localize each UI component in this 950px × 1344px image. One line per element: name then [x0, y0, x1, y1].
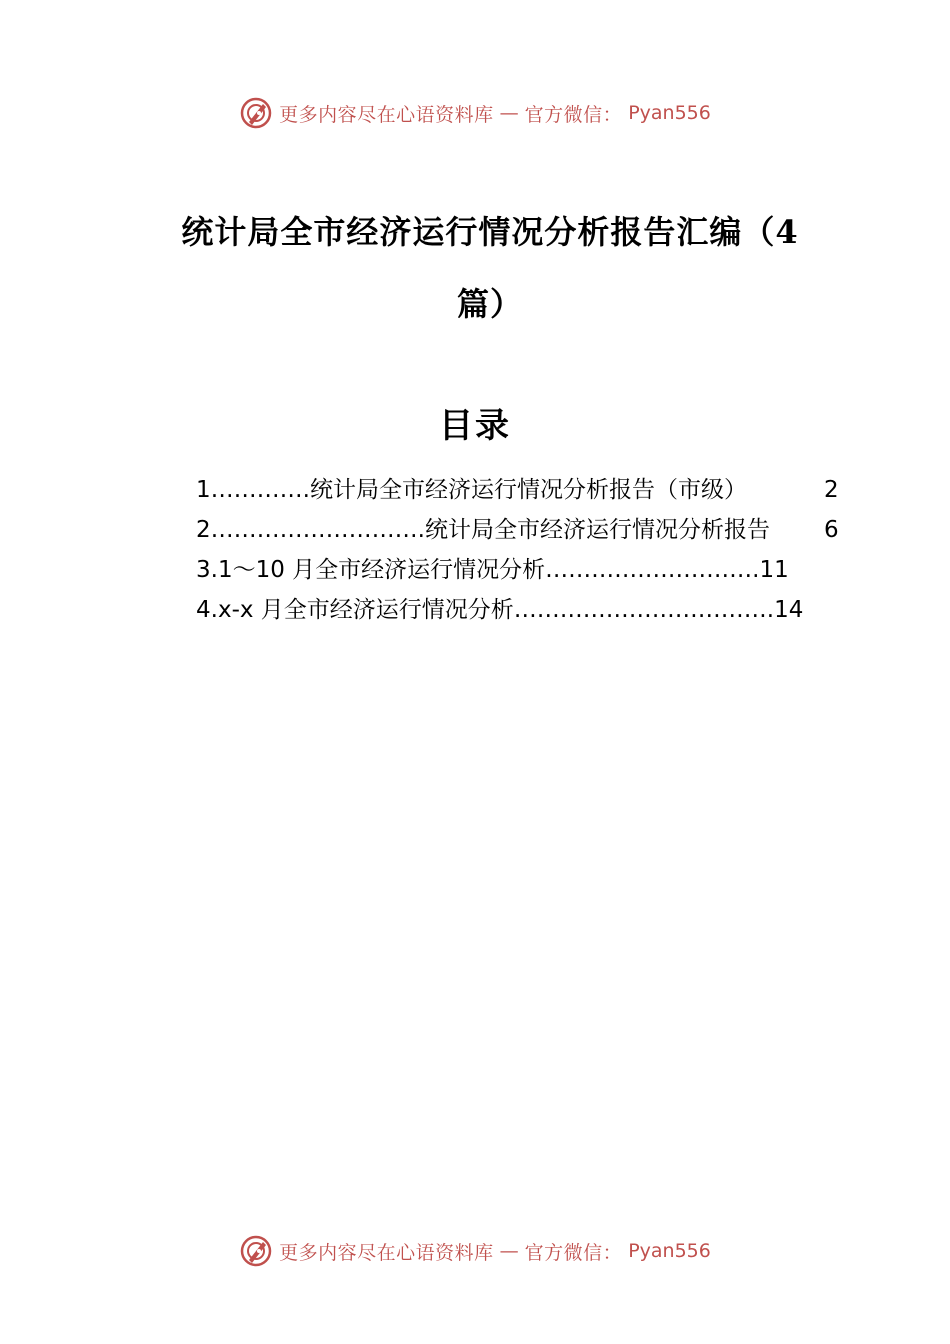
watermark-channel-text: 官方微信： [524, 103, 623, 126]
toc-item-page: 11 [759, 557, 789, 583]
toc-item-leader: ………………………. [210, 517, 425, 543]
watermark-channel-text: 官方微信： [524, 1241, 623, 1264]
toc-item-4[interactable] [196, 590, 846, 630]
watermark-site-text: 更多内容尽在心语资料库 [279, 1241, 494, 1264]
toc-item-page: 6 [824, 517, 839, 543]
toc-item-leader: ………………………. [545, 557, 760, 583]
toc-item-page: 14 [774, 597, 804, 623]
toc-item-title: x-x 月全市经济运行情况分析 [217, 597, 514, 623]
watermark-handle: Pyan556 [628, 1240, 711, 1262]
toc-item-page: 2 [824, 477, 839, 503]
toc-item-title: 统计局全市经济运行情况分析报告（市级） [309, 477, 747, 503]
watermark-separator: — [499, 1240, 519, 1262]
toc-item-2[interactable] [196, 510, 846, 550]
toc-heading: 目录 [439, 406, 511, 446]
footer-watermark [0, 1234, 950, 1268]
header-watermark [0, 96, 950, 130]
toc-item-title: 1～10 月全市经济运行情况分析 [217, 557, 546, 583]
table-of-contents [196, 470, 846, 630]
document-title: 统计局全市经济运行情况分析报告汇编（4篇） [181, 213, 799, 323]
toc-item-leader: ……………………………. [513, 597, 775, 623]
pen-nib-logo-icon [239, 1234, 273, 1268]
toc-item-number: 1 [196, 477, 211, 503]
toc-item-title: 统计局全市经济运行情况分析报告 [424, 517, 770, 543]
watermark-site-text: 更多内容尽在心语资料库 [279, 103, 494, 126]
watermark-handle: Pyan556 [628, 102, 711, 124]
toc-item-1[interactable] [196, 470, 846, 510]
toc-item-3[interactable] [196, 550, 846, 590]
toc-item-number: 4. [196, 597, 218, 623]
toc-item-leader: …………. [210, 477, 310, 503]
pen-nib-logo-icon [239, 96, 273, 130]
toc-item-number: 3. [196, 557, 218, 583]
watermark-separator: — [499, 102, 519, 124]
toc-item-number: 2 [196, 517, 211, 543]
